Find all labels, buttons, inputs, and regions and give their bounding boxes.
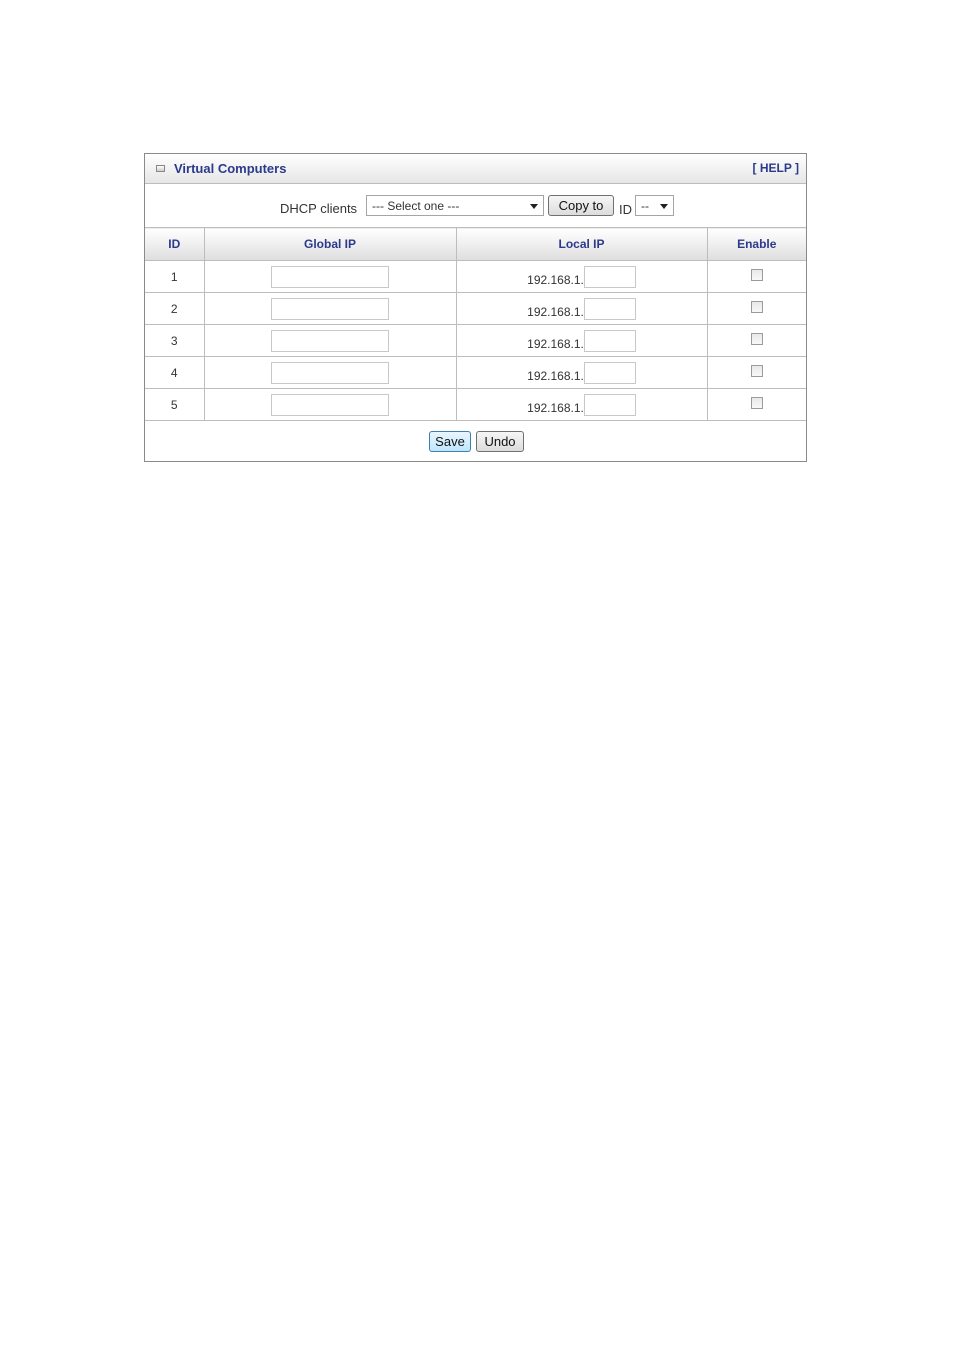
dhcp-clients-select[interactable] bbox=[366, 195, 544, 216]
local-ip-cell bbox=[456, 293, 707, 325]
copy-to-button[interactable]: Copy to bbox=[548, 195, 614, 216]
local-ip-input[interactable] bbox=[584, 330, 636, 352]
undo-button[interactable]: Undo bbox=[476, 431, 524, 452]
global-ip-cell bbox=[204, 357, 456, 389]
row-id: 1 bbox=[145, 261, 204, 293]
dhcp-clients-row bbox=[145, 184, 806, 228]
action-bar bbox=[145, 420, 806, 461]
table-row bbox=[145, 293, 806, 325]
local-ip-cell bbox=[456, 389, 707, 421]
header-local-ip: Local IP bbox=[456, 228, 707, 261]
table-row bbox=[145, 389, 806, 421]
virtual-computers-panel bbox=[144, 153, 807, 462]
local-ip-prefix: 192.168.1. bbox=[527, 272, 584, 287]
id-select[interactable] bbox=[635, 195, 674, 216]
enable-cell bbox=[707, 389, 806, 421]
local-ip-prefix: 192.168.1. bbox=[527, 368, 584, 383]
local-ip-cell bbox=[456, 325, 707, 357]
header-id: ID bbox=[145, 228, 204, 261]
local-ip-prefix: 192.168.1. bbox=[527, 400, 584, 415]
dhcp-clients-label: DHCP clients bbox=[280, 201, 358, 216]
global-ip-cell bbox=[204, 389, 456, 421]
chevron-down-icon bbox=[530, 204, 538, 209]
local-ip-input[interactable] bbox=[584, 362, 636, 384]
global-ip-input[interactable] bbox=[271, 362, 389, 384]
enable-cell bbox=[707, 357, 806, 389]
save-button[interactable]: Save bbox=[429, 431, 471, 452]
row-id: 5 bbox=[145, 389, 204, 421]
table-row bbox=[145, 325, 806, 357]
global-ip-input[interactable] bbox=[271, 266, 389, 288]
table-header-row bbox=[145, 228, 806, 261]
enable-checkbox[interactable] bbox=[751, 269, 763, 281]
row-id: 2 bbox=[145, 293, 204, 325]
panel-header bbox=[145, 154, 806, 184]
id-label: ID bbox=[619, 202, 632, 217]
global-ip-input[interactable] bbox=[271, 394, 389, 416]
panel-title: Virtual Computers bbox=[174, 161, 287, 176]
dhcp-clients-select-value: --- Select one --- bbox=[372, 199, 460, 213]
chevron-down-icon bbox=[660, 204, 668, 209]
global-ip-cell bbox=[204, 261, 456, 293]
local-ip-prefix: 192.168.1. bbox=[527, 304, 584, 319]
enable-checkbox[interactable] bbox=[751, 397, 763, 409]
global-ip-input[interactable] bbox=[271, 330, 389, 352]
local-ip-prefix: 192.168.1. bbox=[527, 336, 584, 351]
row-id: 3 bbox=[145, 325, 204, 357]
enable-cell bbox=[707, 325, 806, 357]
local-ip-input[interactable] bbox=[584, 394, 636, 416]
enable-checkbox[interactable] bbox=[751, 301, 763, 313]
enable-checkbox[interactable] bbox=[751, 365, 763, 377]
id-select-value: -- bbox=[641, 199, 649, 213]
enable-checkbox[interactable] bbox=[751, 333, 763, 345]
virtual-computers-table bbox=[145, 227, 806, 421]
enable-cell bbox=[707, 293, 806, 325]
table-row bbox=[145, 261, 806, 293]
global-ip-input[interactable] bbox=[271, 298, 389, 320]
table-row bbox=[145, 357, 806, 389]
local-ip-input[interactable] bbox=[584, 266, 636, 288]
panel-bullet-icon bbox=[156, 165, 165, 172]
row-id: 4 bbox=[145, 357, 204, 389]
header-enable: Enable bbox=[707, 228, 806, 261]
header-global-ip: Global IP bbox=[204, 228, 456, 261]
help-link[interactable]: [ HELP ] bbox=[752, 161, 799, 175]
enable-cell bbox=[707, 261, 806, 293]
local-ip-input[interactable] bbox=[584, 298, 636, 320]
global-ip-cell bbox=[204, 293, 456, 325]
global-ip-cell bbox=[204, 325, 456, 357]
local-ip-cell bbox=[456, 357, 707, 389]
local-ip-cell bbox=[456, 261, 707, 293]
